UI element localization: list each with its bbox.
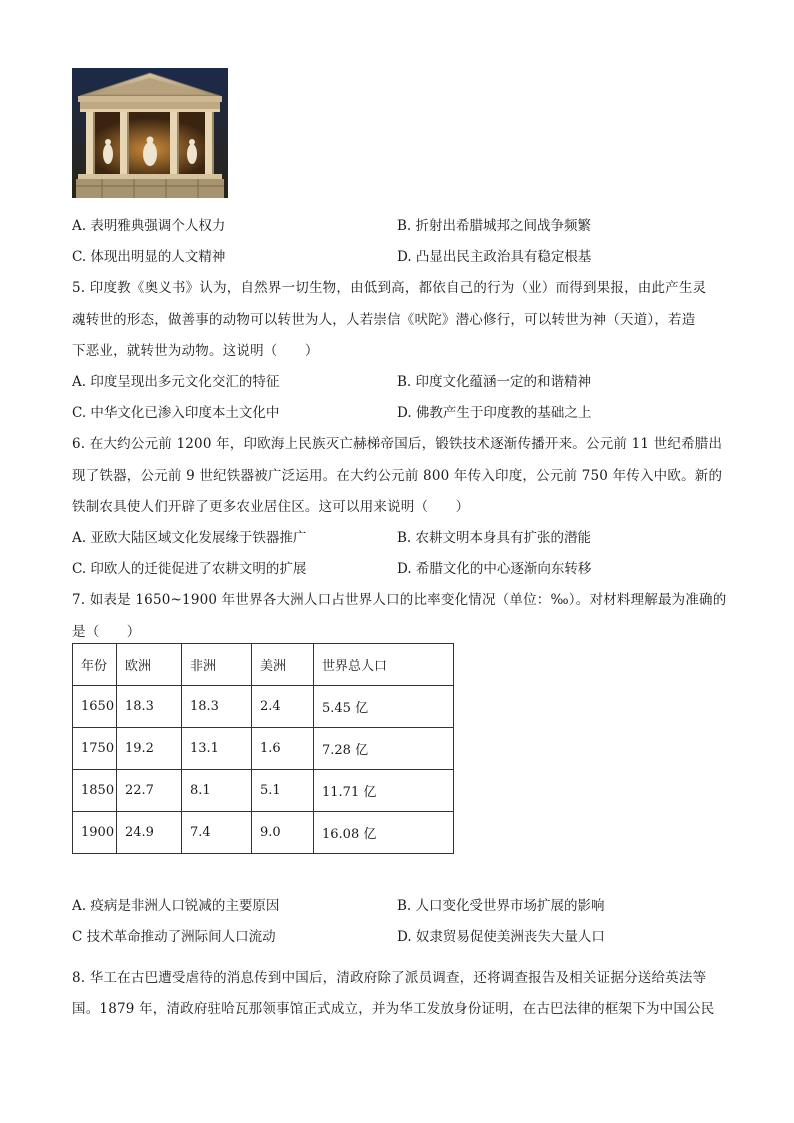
table-cell: 1900 bbox=[73, 812, 117, 854]
table-cell: 13.1 bbox=[182, 728, 252, 770]
table-header-cell: 非洲 bbox=[182, 644, 252, 686]
table-cell: 7.4 bbox=[182, 812, 252, 854]
table-header-row bbox=[73, 644, 454, 686]
q8-stem-line-2: 国。1879 年，清政府驻哈瓦那领事馆正式成立，并为华工发放身份证明，在古巴法律的框架下为中国公民 bbox=[72, 1001, 715, 1017]
table-row bbox=[73, 812, 454, 854]
table-header-cell: 世界总人口 bbox=[314, 644, 454, 686]
table-cell: 18.3 bbox=[182, 686, 252, 728]
table-header-cell: 欧洲 bbox=[117, 644, 182, 686]
q6-option-b[interactable]: B. 农耕文明本身具有扩张的潜能 bbox=[397, 530, 592, 546]
table-cell: 9.0 bbox=[252, 812, 314, 854]
table-cell: 19.2 bbox=[117, 728, 182, 770]
q5-option-a[interactable]: A. 印度呈现出多元文化交汇的特征 bbox=[72, 374, 280, 390]
q5-option-d[interactable]: D. 佛教产生于印度教的基础之上 bbox=[397, 405, 592, 421]
q4-option-b[interactable]: B. 折射出希腊城邦之间战争频繁 bbox=[397, 218, 592, 234]
q6-option-a[interactable]: A. 亚欧大陆区域文化发展缘于铁器推广 bbox=[72, 530, 307, 546]
table-cell: 16.08 亿 bbox=[314, 812, 454, 854]
table-row bbox=[73, 770, 454, 812]
q6-option-c[interactable]: C. 印欧人的迁徙促进了农耕文明的扩展 bbox=[72, 561, 307, 577]
table-header-cell: 美洲 bbox=[252, 644, 314, 686]
table-cell: 1750 bbox=[73, 728, 117, 770]
q8-stem-line-1: 8. 华工在古巴遭受虐待的消息传到中国后，清政府除了派员调查，还将调查报告及相关证据分送给英法等 bbox=[72, 970, 707, 986]
q6-stem-line-2: 现了铁器，公元前 9 世纪铁器被广泛运用。在大约公元前 800 年传入印度，公元前 750 年传入中欧。新的 bbox=[72, 468, 723, 484]
q5-stem-line-2: 魂转世的形态，做善事的动物可以转世为人，人若崇信《吠陀》潜心修行，可以转世为神（天道），若造 bbox=[72, 312, 696, 328]
table-cell: 24.9 bbox=[117, 812, 182, 854]
q7-option-d[interactable]: D. 奴隶贸易促使美洲丧失大量人口 bbox=[397, 929, 605, 945]
q4-option-a[interactable]: A. 表明雅典强调个人权力 bbox=[72, 218, 226, 234]
table-cell: 1850 bbox=[73, 770, 117, 812]
q7-option-a[interactable]: A. 疫病是非洲人口锐减的主要原因 bbox=[72, 898, 280, 914]
q6-stem-line-1: 6. 在大约公元前 1200 年，印欧海上民族灭亡赫梯帝国后，锻铁技术逐渐传播开来。公元前 11 世纪希腊出 bbox=[72, 436, 723, 452]
temple-photo bbox=[72, 68, 228, 198]
table-header-cell: 年份 bbox=[73, 644, 117, 686]
table-cell: 1650 bbox=[73, 686, 117, 728]
table-cell: 18.3 bbox=[117, 686, 182, 728]
q7-stem-line-1: 7. 如表是 1650~1900 年世界各大洲人口占世界人口的比率变化情况（单位：‰）。对材料理解最为准确的 bbox=[72, 592, 727, 608]
table-cell: 1.6 bbox=[252, 728, 314, 770]
q7-option-b[interactable]: B. 人口变化受世界市场扩展的影响 bbox=[397, 898, 605, 914]
q4-option-d[interactable]: D. 凸显出民主政治具有稳定根基 bbox=[397, 249, 592, 265]
q6-option-d[interactable]: D. 希腊文化的中心逐渐向东转移 bbox=[397, 561, 592, 577]
q6-stem-line-3: 铁制农具使人们开辟了更多农业居住区。这可以用来说明（ ） bbox=[72, 499, 470, 515]
q5-option-b[interactable]: B. 印度文化蕴涵一定的和谐精神 bbox=[397, 374, 592, 390]
table-cell: 11.71 亿 bbox=[314, 770, 454, 812]
table-cell: 2.4 bbox=[252, 686, 314, 728]
q5-stem-line-3: 下恶业，就转世为动物。这说明（ ） bbox=[72, 343, 319, 359]
population-table bbox=[72, 643, 454, 854]
table-row bbox=[73, 728, 454, 770]
q5-stem-line-1: 5. 印度教《奥义书》认为，自然界一切生物，由低到高，都依自己的行为（业）而得到果报，由此产生灵 bbox=[72, 280, 707, 296]
q4-option-c[interactable]: C. 体现出明显的人文精神 bbox=[72, 249, 226, 265]
q5-option-c[interactable]: C. 中华文化已渗入印度本土文化中 bbox=[72, 405, 280, 421]
table-cell: 22.7 bbox=[117, 770, 182, 812]
q7-option-c[interactable]: C 技术革命推动了洲际间人口流动 bbox=[72, 929, 276, 945]
table-row bbox=[73, 686, 454, 728]
table-cell: 8.1 bbox=[182, 770, 252, 812]
table-cell: 5.45 亿 bbox=[314, 686, 454, 728]
q7-stem-line-2: 是（ ） bbox=[72, 624, 141, 640]
table-cell: 5.1 bbox=[252, 770, 314, 812]
table-cell: 7.28 亿 bbox=[314, 728, 454, 770]
